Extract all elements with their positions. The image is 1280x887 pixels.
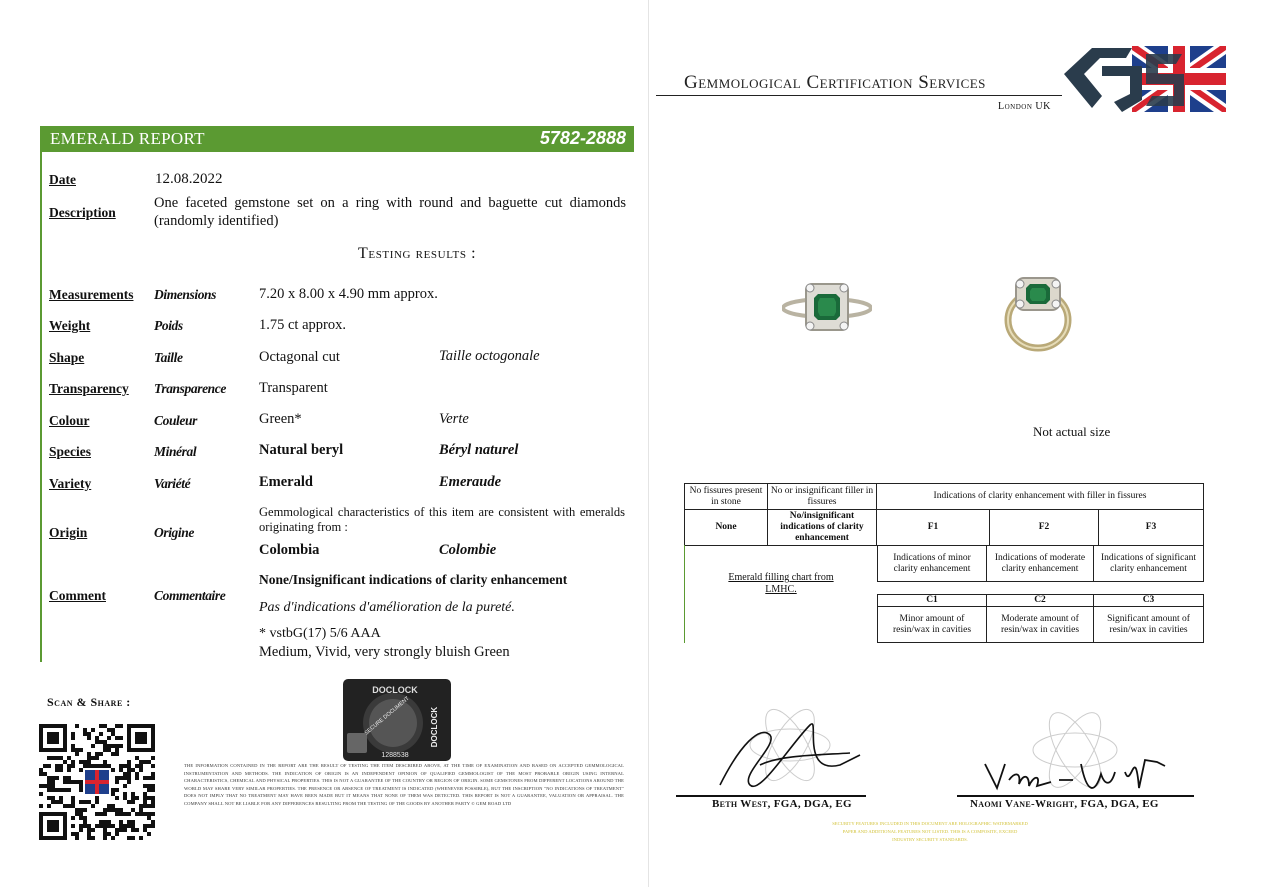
emerald-filling-chart-link[interactable]: Emerald filling chart from LMHC. <box>728 572 834 595</box>
species-value-fr: Béryl naturel <box>439 442 519 458</box>
origin-label: Origin <box>49 525 88 540</box>
c2-description: Moderate amount of resin/wax in cavities <box>986 606 1094 643</box>
cell-f3: F3 <box>1099 510 1204 546</box>
org-title: Gemmological Certification Services <box>684 72 986 93</box>
colour-grade: Medium, Vivid, very strongly bluish Green <box>259 644 510 660</box>
measurements-fr-label: Dimensions <box>154 287 217 302</box>
date-label: Date <box>49 172 76 187</box>
report-number: 5782-2888 <box>539 128 626 148</box>
secure-document-hologram <box>343 679 451 761</box>
org-city: London UK <box>998 101 1051 112</box>
shape-value-fr: Taille octogonale <box>439 348 540 364</box>
measurements-value: 7.20 x 8.00 x 4.90 mm approx. <box>259 286 438 302</box>
f1-description: Indications of minor clarity enhancement <box>877 545 987 582</box>
species-label: Species <box>49 444 91 459</box>
not-actual-size-note: Not actual size <box>1033 424 1111 439</box>
c3-header: C3 <box>1093 594 1204 607</box>
weight-value: 1.75 ct approx. <box>259 317 346 333</box>
origin-value: Colombia <box>259 542 320 558</box>
weight-label: Weight <box>49 318 91 333</box>
svg-text:1288538: 1288538 <box>381 752 409 759</box>
date-value: 12.08.2022 <box>155 171 223 187</box>
col-no-fissures: No fissures present in stone <box>685 484 768 510</box>
species-value: Natural beryl <box>259 442 344 458</box>
header-rule <box>656 95 1062 96</box>
signature-naomi-vane-wright <box>975 702 1175 798</box>
comment-label: Comment <box>49 588 106 603</box>
c3-description: Significant amount of resin/wax in cavities <box>1093 606 1204 643</box>
col-filler-enhancement: Indications of clarity enhancement with filler in fissures <box>877 484 1204 510</box>
shape-label: Shape <box>49 350 85 365</box>
comment-value-fr: Pas d'indications d'amélioration de la pureté. <box>259 600 515 615</box>
grading-code: * vstbG(17) 5/6 AAA <box>259 626 381 641</box>
col-no-filler: No or insignificant filler in fissures <box>768 484 877 510</box>
svg-text:DOCLOCK: DOCLOCK <box>430 706 439 748</box>
colour-value-fr: Verte <box>439 411 469 427</box>
origin-text: Gemmological characteristics of this item are consistent with emeralds originating from : <box>259 505 625 534</box>
colour-value: Green* <box>259 411 302 427</box>
variety-value: Emerald <box>259 474 313 490</box>
gcs-logo <box>1062 44 1228 116</box>
report-side-line <box>40 152 42 662</box>
cell-none: None <box>685 510 768 546</box>
shape-fr-label: Taille <box>154 350 183 365</box>
report-banner <box>40 126 634 152</box>
signature-beth-west <box>700 705 870 797</box>
c1-description: Minor amount of resin/wax in cavities <box>877 606 987 643</box>
svg-text:DOCLOCK: DOCLOCK <box>372 685 418 695</box>
weight-fr-label: Poids <box>154 318 183 333</box>
species-fr-label: Minéral <box>154 444 197 459</box>
origin-fr-label: Origine <box>154 525 194 540</box>
transparency-value: Transparent <box>259 380 328 396</box>
variety-label: Variety <box>49 476 92 491</box>
security-features-note: SECURITY FEATURES INCLUDED IN THIS DOCUMENT ARE HOLOGRAPHIC WATERMARKED PAPER AND ADDITIONAL FEATURES NOT LISTED. THIS IS A COMPOSITE, EXCEED INDUSTRY SECURITY STANDARDS. <box>832 821 1028 842</box>
table-side-line <box>684 545 685 643</box>
testing-heading: Testing results : <box>358 245 477 262</box>
description-label: Description <box>49 205 116 220</box>
f2-description: Indications of moderate clarity enhancement <box>986 545 1094 582</box>
signer-beth-west: Beth West, FGA, DGA, EG <box>712 798 852 810</box>
measurements-label: Measurements <box>49 287 134 302</box>
f3-description: Indications of significant clarity enhancement <box>1093 545 1204 582</box>
origin-value-fr: Colombie <box>439 542 497 558</box>
svg-text:SECURE DOCUMENT: SECURE DOCUMENT <box>363 695 411 737</box>
signer-naomi-vane-wright: Naomi Vane-Wright, FGA, DGA, EG <box>970 798 1159 810</box>
cell-f1: F1 <box>877 510 990 546</box>
description-value: One faceted gemstone set on a ring with round and baguette cut diamonds (randomly identified) <box>154 195 626 229</box>
ring-photo-angle-view <box>998 270 1082 354</box>
transparency-fr-label: Transparence <box>154 381 226 396</box>
signature-line-1 <box>676 795 866 797</box>
colour-fr-label: Couleur <box>154 413 197 428</box>
page-fold <box>648 0 649 887</box>
ring-photo-top-view <box>782 278 872 338</box>
colour-label: Colour <box>49 413 90 428</box>
comment-fr-label: Commentaire <box>154 588 226 603</box>
report-title: EMERALD REPORT <box>50 129 205 148</box>
signature-line-2 <box>957 795 1194 797</box>
variety-fr-label: Variété <box>154 476 191 491</box>
transparency-label: Transparency <box>49 381 129 396</box>
c2-header: C2 <box>986 594 1094 607</box>
comment-value: None/Insignificant indications of clarity enhancement <box>259 572 568 587</box>
report-disclaimer: THE INFORMATION CONTAINED IN THE REPORT ARE THE RESULT OF TESTING THE ITEM DESCRIBED ABOVE, AT THE TIME OF EXAMINATION AND BASED ON ACCEPTED GEMMOLOGICAL INSTRUMENTATION AND METHODS. THE INDICATION OF ORIGIN IS AN INDEPENDENT OPINION OF QUALIFIED GEMMOLOGIST OF THE MOST PROBABLE ORIGIN USING INTERNAL CHARACTERISTICS, CHEMICAL AND PHYSICAL PROPERTIES. THIS IS NOT A GUARANTEE OF THE COUNTRY OR REGION OF ORIGIN. SOME GEMSTONES FROM DIFFERENT LOCATIONS AROUND THE WORLD MAY SHARE VERY SIMILAR PROPERTIES. THE PRESENCE OR ABSENCE OF TREATMENT IS INDICATED (WHENEVER POSSIBLE), BUT THE INSCRIPTION "NO INDICATIONS OF TREATMENT" DOES NOT IMPLY THAT NO TREATMENT MAY HAVE BEEN MADE BUT IT MEANS THAT NONE OF THEM WAS DETECTED. THIS REPORT IS NOT A GUARANTEE, VALUATION OR APPRAISAL. THE COMPANY SHALL NOT BE LIABLE FOR ANY DIFFERENCES RESULTING FROM THE TESTING OF THE GOODS BY ANOTHER PARTY © GEM ROAD LTD <box>184 763 624 806</box>
qr-code[interactable] <box>39 724 155 840</box>
variety-value-fr: Emeraude <box>439 474 502 490</box>
clarity-enhancement-table <box>684 483 1204 546</box>
cell-no-indications: No/insignificant indications of clarity enhancement <box>768 510 877 546</box>
cell-f2: F2 <box>990 510 1099 546</box>
scan-share-label: Scan & Share : <box>47 695 131 709</box>
shape-value: Octagonal cut <box>259 349 340 365</box>
c1-header: C1 <box>877 594 987 607</box>
